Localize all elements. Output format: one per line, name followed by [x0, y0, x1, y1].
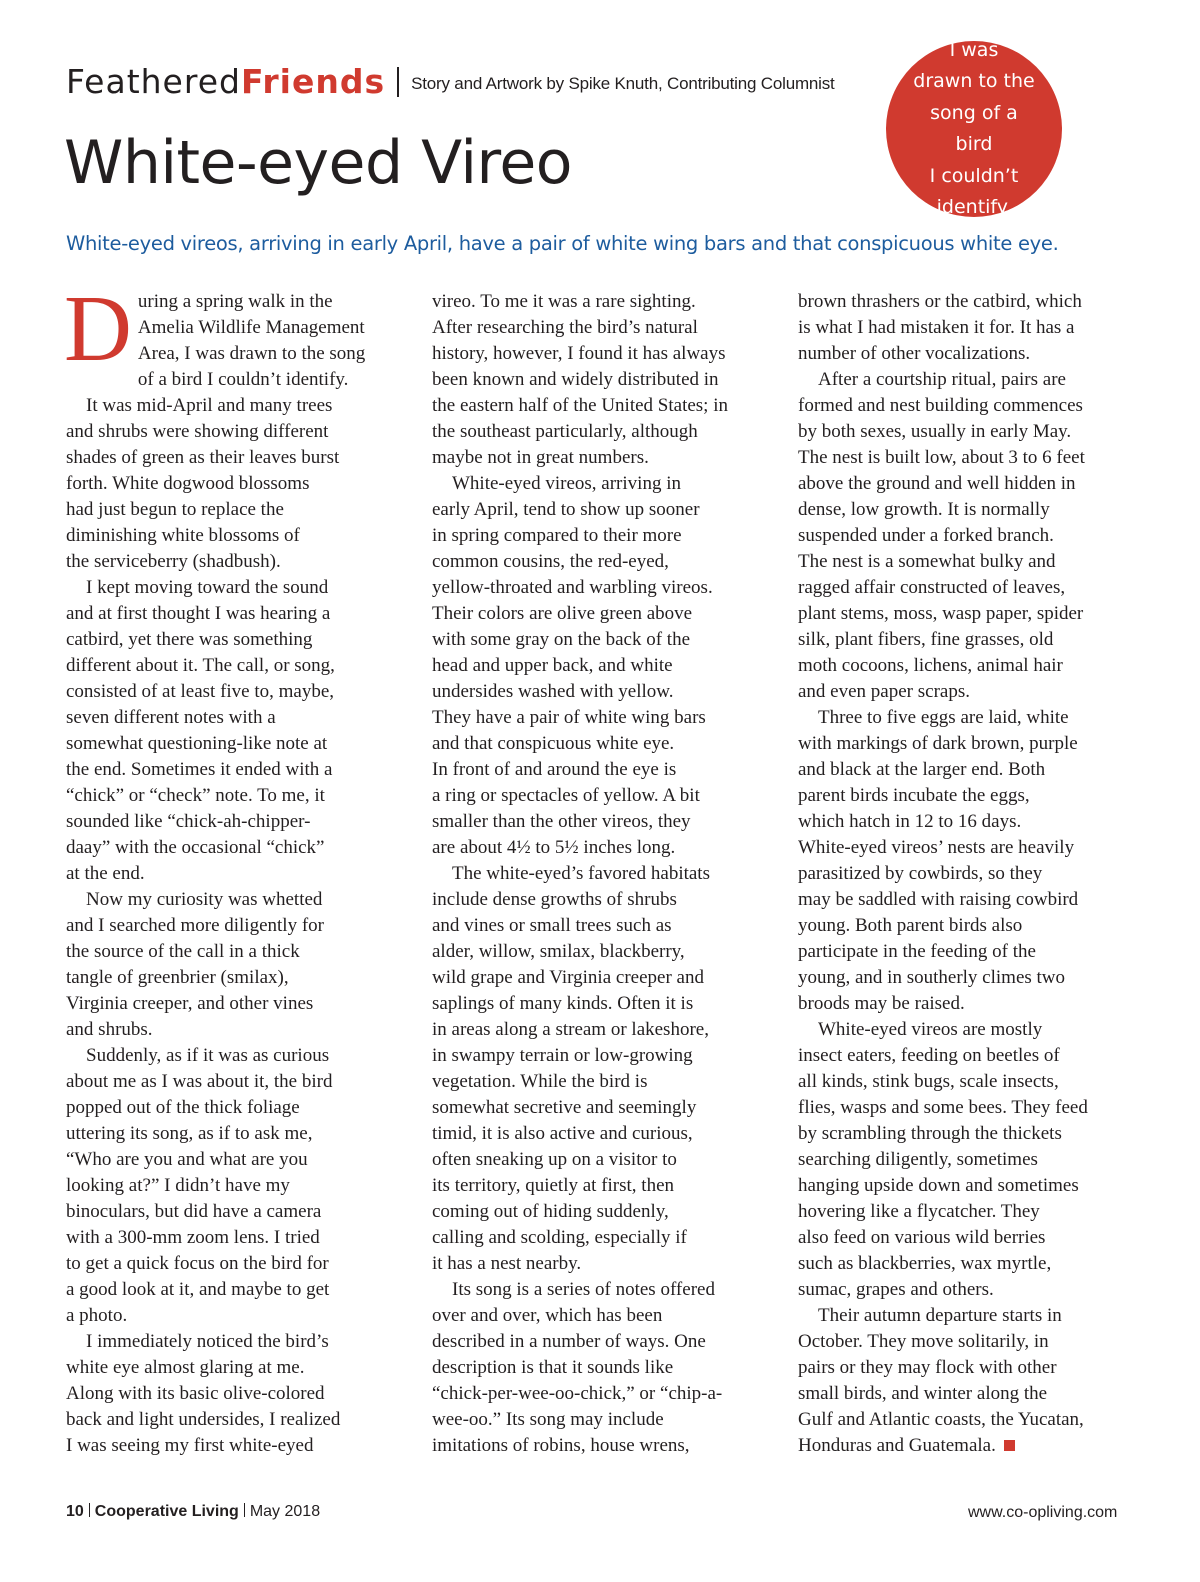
text-line: about me as I was about it, the bird: [66, 1071, 333, 1092]
text-line: The nest is built low, about 3 to 6 feet: [798, 447, 1085, 468]
footer-url[interactable]: www.co-opliving.com: [968, 1504, 1118, 1521]
text-line: somewhat secretive and seemingly: [432, 1097, 697, 1118]
series-name-bold: Friends: [240, 62, 386, 101]
text-line: moth cocoons, lichens, animal hair: [798, 655, 1063, 676]
text-line: calling and scolding, especially if: [432, 1227, 687, 1248]
text-line: sumac, grapes and others.: [798, 1279, 994, 1300]
text-line: flies, wasps and some bees. They feed: [798, 1097, 1088, 1118]
text-line: “Who are you and what are you: [66, 1149, 308, 1170]
text-line: and vines or small trees such as: [432, 915, 672, 936]
text-line: wee-oo.” Its song may include: [432, 1409, 664, 1430]
page-number: 10: [66, 1503, 84, 1520]
text-line: Their colors are olive green above: [432, 603, 693, 624]
text-line: “chick-per-wee-oo-chick,” or “chip-a-: [432, 1383, 723, 1404]
text-line: broods may be raised.: [798, 993, 965, 1014]
text-line: alder, willow, smilax, blackberry,: [432, 941, 685, 962]
text-line: Their autumn departure starts in: [818, 1305, 1062, 1326]
text-line: After a courtship ritual, pairs are: [818, 369, 1066, 390]
text-line: the end. Sometimes it ended with a: [66, 759, 333, 780]
text-line: with markings of dark brown, purple: [798, 733, 1078, 754]
text-line: uring a spring walk in the: [137, 291, 333, 312]
text-line: undersides washed with yellow.: [432, 681, 674, 702]
text-line: In front of and around the eye is: [432, 759, 677, 780]
text-line: It was mid-April and many trees: [86, 395, 333, 416]
column-2: [432, 289, 772, 1459]
column-3: [798, 289, 1138, 1459]
text-line: Three to five eggs are laid, white: [818, 707, 1069, 728]
text-line: by scrambling through the thickets: [798, 1123, 1062, 1144]
text-line: had just begun to replace the: [66, 499, 284, 520]
text-line: such as blackberries, wax myrtle,: [798, 1253, 1052, 1274]
text-line: The nest is a somewhat bulky and: [798, 551, 1056, 572]
footer-divider: [244, 1503, 245, 1517]
text-line: uttering its song, as if to ask me,: [66, 1123, 313, 1144]
text-line: a ring or spectacles of yellow. A bit: [432, 785, 700, 806]
text-line: silk, plant fibers, fine grasses, old: [798, 629, 1054, 650]
pull-quote-badge: [886, 38, 1062, 218]
text-line: I kept moving toward the sound: [86, 577, 329, 598]
text-line: in areas along a stream or lakeshore,: [432, 1019, 709, 1040]
text-line: to get a quick focus on the bird for: [66, 1253, 329, 1274]
text-line: diminishing white blossoms of: [66, 525, 300, 546]
text-line: in spring compared to their more: [432, 525, 682, 546]
end-mark-icon: [1004, 1440, 1015, 1451]
text-line: suspended under a forked branch.: [798, 525, 1054, 546]
text-line: Gulf and Atlantic coasts, the Yucatan,: [798, 1409, 1084, 1430]
drop-cap: D: [64, 277, 132, 381]
text-line: hovering like a flycatcher. They: [798, 1201, 1040, 1222]
text-line: saplings of many kinds. Often it is: [432, 993, 694, 1014]
text-line: timid, it is also active and curious,: [432, 1123, 693, 1144]
text-line: in swampy terrain or low-growing: [432, 1045, 693, 1066]
text-line: sounded like “chick-ah-chipper-: [66, 811, 311, 832]
text-line: shades of green as their leaves burst: [66, 447, 340, 468]
byline: Story and Artwork by Spike Knuth, Contributing Columnist: [411, 74, 835, 93]
text-line: description is that it sounds like: [432, 1357, 674, 1378]
text-line: forth. White dogwood blossoms: [66, 473, 310, 494]
text-line: often sneaking up on a visitor to: [432, 1149, 677, 1170]
text-line: of a bird I couldn’t identify.: [137, 369, 349, 390]
magazine-name: Cooperative Living: [94, 1503, 239, 1520]
text-line: ragged affair constructed of leaves,: [798, 577, 1066, 598]
text-line: parasitized by cowbirds, so they: [798, 863, 1043, 884]
text-line: tangle of greenbrier (smilax),: [66, 967, 289, 988]
text-line: and that conspicuous white eye.: [432, 733, 675, 754]
text-line: pairs or they may flock with other: [798, 1357, 1057, 1378]
text-line: early April, tend to show up sooner: [432, 499, 700, 520]
text-line: all kinds, stink bugs, scale insects,: [798, 1071, 1059, 1092]
text-line: consisted of at least five to, maybe,: [66, 681, 335, 702]
text-line: which hatch in 12 to 16 days.: [798, 811, 1022, 832]
text-line: parent birds incubate the eggs,: [798, 785, 1030, 806]
text-line: They have a pair of white wing bars: [432, 707, 706, 728]
text-line: October. They move solitarily, in: [798, 1331, 1049, 1352]
text-line: number of other vocalizations.: [798, 343, 1031, 364]
text-line: also feed on various wild berries: [798, 1227, 1046, 1248]
text-line: “chick” or “check” note. To me, it: [66, 785, 325, 806]
text-line: may be saddled with raising cowbird: [798, 889, 1079, 910]
text-line: been known and widely distributed in: [432, 369, 719, 390]
text-line: Now my curiosity was whetted: [86, 889, 323, 910]
text-line: Suddenly, as if it was as curious: [86, 1045, 330, 1066]
text-line: looking at?” I didn’t have my: [66, 1175, 290, 1196]
text-line: and shrubs were showing different: [66, 421, 329, 442]
text-line: Area, I was drawn to the song: [137, 343, 366, 364]
column-header: [66, 62, 886, 112]
text-line: vireo. To me it was a rare sighting.: [432, 291, 696, 312]
text-line: popped out of the thick foliage: [66, 1097, 300, 1118]
text-line: it has a nest nearby.: [432, 1253, 582, 1274]
text-line: history, however, I found it has always: [432, 343, 726, 364]
text-line: the southeast particularly, although: [432, 421, 698, 442]
text-line: at the end.: [66, 863, 145, 884]
text-line: I was seeing my first white-eyed: [66, 1435, 314, 1456]
text-line: The white-eyed’s favored habitats: [452, 863, 710, 884]
text-line: searching diligently, sometimes: [798, 1149, 1038, 1170]
text-line: and even paper scraps.: [798, 681, 970, 702]
text-line: described in a number of ways. One: [432, 1331, 706, 1352]
text-line: imitations of robins, house wrens,: [432, 1435, 690, 1456]
text-line: somewhat questioning-like note at: [66, 733, 328, 754]
text-line: and I searched more diligently for: [66, 915, 324, 936]
text-line: a good look at it, and maybe to get: [66, 1279, 330, 1300]
text-line: include dense growths of shrubs: [432, 889, 677, 910]
text-line: the serviceberry (shadbush).: [66, 551, 281, 572]
text-line: dense, low growth. It is normally: [798, 499, 1050, 520]
issue-date: May 2018: [249, 1503, 321, 1520]
text-line: participate in the feeding of the: [798, 941, 1036, 962]
header-divider: [397, 67, 399, 97]
column-1: [64, 277, 406, 1459]
article-deck: White-eyed vireos, arriving in early April, have a pair of white wing bars and that conspicuous white eye.: [66, 232, 1059, 255]
text-line: White-eyed vireos, arriving in: [452, 473, 681, 494]
text-line: over and over, which has been: [432, 1305, 663, 1326]
text-line: I immediately noticed the bird’s: [86, 1331, 329, 1352]
text-line: back and light undersides, I realized: [66, 1409, 341, 1430]
text-line: the eastern half of the United States; in: [432, 395, 728, 416]
text-line: daay” with the occasional “chick”: [66, 837, 325, 858]
text-line: White-eyed vireos’ nests are heavily: [798, 837, 1075, 858]
last-line-text: Honduras and Guatemala.: [798, 1435, 996, 1456]
text-line: wild grape and Virginia creeper and: [432, 967, 704, 988]
text-line: the source of the call in a thick: [66, 941, 300, 962]
text-line: vegetation. While the bird is: [432, 1071, 648, 1092]
text-line: formed and nest building commences: [798, 395, 1083, 416]
text-line: and at first thought I was hearing a: [66, 603, 331, 624]
footer-folio: [66, 1503, 320, 1521]
text-line: common cousins, the red-eyed,: [432, 551, 669, 572]
text-line: hanging upside down and sometimes: [798, 1175, 1079, 1196]
text-line: young. Both parent birds also: [798, 915, 1023, 936]
pull-quote-text: I was drawn to the song of a bird I couldn’t identify.: [913, 38, 1035, 218]
text-line: insect eaters, feeding on beetles of: [798, 1045, 1060, 1066]
text-line: White-eyed vireos are mostly: [818, 1019, 1043, 1040]
text-line: yellow-throated and warbling vireos.: [432, 577, 713, 598]
text-line: coming out of hiding suddenly,: [432, 1201, 669, 1222]
text-line: Virginia creeper, and other vines: [66, 993, 314, 1014]
text-line: After researching the bird’s natural: [432, 317, 698, 338]
article-title: White-eyed Vireo: [64, 128, 572, 198]
text-line: Amelia Wildlife Management: [137, 317, 365, 338]
text-line: Along with its basic olive-colored: [66, 1383, 325, 1404]
text-line: with some gray on the back of the: [432, 629, 691, 650]
text-line-last: [798, 1433, 1138, 1459]
text-line: smaller than the other vireos, they: [432, 811, 691, 832]
text-line: catbird, yet there was something: [66, 629, 313, 650]
text-line: its territory, quietly at first, then: [432, 1175, 675, 1196]
text-line: white eye almost glaring at me.: [66, 1357, 305, 1378]
text-line: Its song is a series of notes offered: [452, 1279, 715, 1300]
text-line: different about it. The call, or song,: [66, 655, 335, 676]
text-line: is what I had mistaken it for. It has a: [798, 317, 1075, 338]
text-line: by both sexes, usually in early May.: [798, 421, 1072, 442]
text-line: a photo.: [66, 1305, 128, 1326]
text-line: young, and in southerly climes two: [798, 967, 1066, 988]
text-line: and shrubs.: [66, 1019, 153, 1040]
text-line: with a 300-mm zoom lens. I tried: [66, 1227, 320, 1248]
series-name-light: Feathered: [66, 62, 241, 101]
series-name: [66, 62, 385, 101]
text-line: binoculars, but did have a camera: [66, 1201, 322, 1222]
text-line: and black at the larger end. Both: [798, 759, 1046, 780]
text-line: seven different notes with a: [66, 707, 276, 728]
footer-divider: [89, 1503, 90, 1517]
text-line: small birds, and winter along the: [798, 1383, 1048, 1404]
text-line: brown thrashers or the catbird, which: [798, 291, 1082, 312]
text-line: above the ground and well hidden in: [798, 473, 1076, 494]
text-line: head and upper back, and white: [432, 655, 673, 676]
text-line: plant stems, moss, wasp paper, spider: [798, 603, 1084, 624]
text-line: maybe not in great numbers.: [432, 447, 649, 468]
text-line: are about 4½ to 5½ inches long.: [432, 837, 676, 858]
